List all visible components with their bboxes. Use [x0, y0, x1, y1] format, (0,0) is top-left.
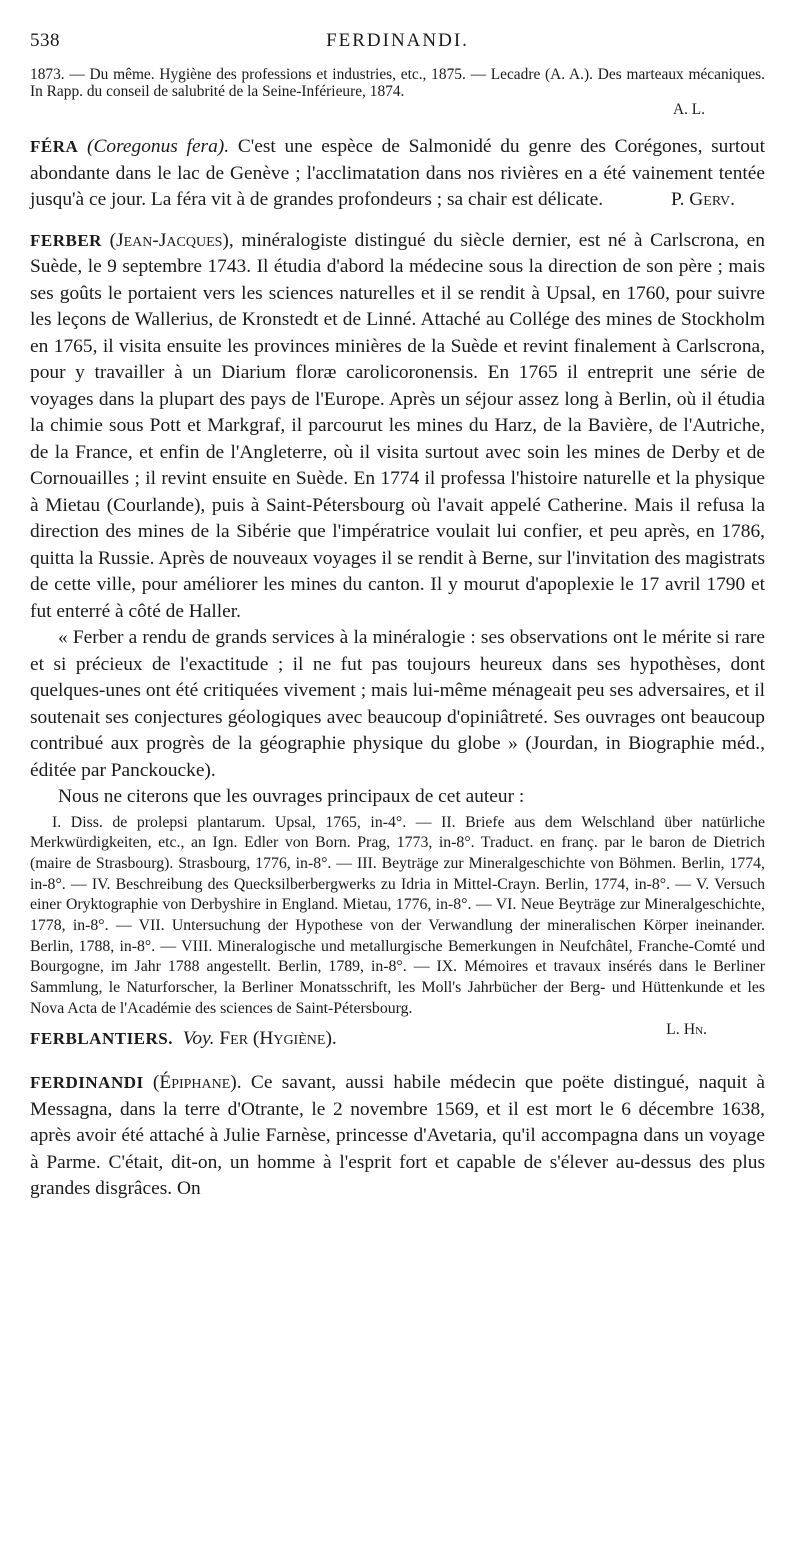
headword: FÉRA: [30, 137, 79, 156]
page: [30, 30, 765, 1203]
entry-fera: [30, 134, 765, 214]
signature: L. Hn.: [666, 1020, 707, 1038]
running-title: FERDINANDI.: [326, 30, 469, 51]
paragraph: Nous ne citerons que les ouvrages principaux de cet auteur :: [58, 786, 525, 807]
entry-text: C'est une espèce de Salmonidé du genre des Corégones, surtout abondante dans le lac de Genève ; l'acclimatation dans nos rivières en a été vainement tentée jusqu'à ce jour. La féra vit à de grandes profondeurs ; sa chair est délicate.: [30, 136, 765, 210]
running-head: [30, 30, 765, 56]
entry-ferdinandi: [30, 1070, 765, 1203]
headword: FERBER: [30, 230, 102, 250]
entry-text: Ce savant, aussi habile médecin que poëte distingué, naquit à Messagna, dans la terre d'Otrante, le 2 novembre 1569, et il est mort le 6 décembre 1638, après avoir été attaché à Julie Farnèse, princesse d'Avetaria, qu'il accompagna dans un voyage à Parme. C'était, dit-on, un homme à l'esprit fort et capable de s'élever au-dessus des plus grandes disgrâces. On: [30, 1072, 765, 1200]
cross-reference[interactable]: Fer (Hygiène).: [219, 1027, 337, 1049]
bibliography-text: 1873. — Du même. Hygiène des professions et industries, etc., 1875. — Lecadre (A. A.). Des marteaux mécaniques. In Rapp. du conseil de salubrité de la Seine-Inférieure, 1874.: [30, 66, 765, 100]
entry-ferblantiers: [30, 1026, 765, 1053]
headword: FERDINANDI: [30, 1073, 144, 1093]
latin-name: (Coregonus fera).: [87, 136, 230, 157]
signature: A. L.: [672, 101, 705, 118]
bibliography-continuation: [30, 66, 765, 120]
paragraph: « Ferber a rendu de grands services à la minéralogie : ses observations ont le mérite si rare et si précieux de l'exactitude ; il ne fut pas toujours heureux dans ses hypothèses, dont quelques-unes ont été critiquées vivement ; mais lui-même ménageait peu ses adversaires, et il soutenait ses conjectures géologiques avec beaucoup d'opiniâtreté. Ses ouvrages ont beaucoup contribué aux progrès de la géographie physique du globe » (Jourdan, in Biographie méd., éditée par Panckoucke).: [30, 627, 765, 781]
headword: FERBLANTIERS.: [30, 1028, 174, 1048]
signature: P. Gerv.: [670, 189, 735, 210]
paragraph: minéralogiste distingué du siècle dernier, est né à Carlscrona, en Suède, le 9 septembre 1743. Il étudia d'abord la médecine sous la direction de son père ; mais ses goûts le portaient vers les sciences naturelles et il se rendit à Upsal, en 1760, pour suivre les leçons de Wallerius, de Kronstedt et de Linné. Attaché au Collége des mines de Stockholm en 1765, il visita ensuite les provinces minières de la Suède et revint finalement à Carlscrona, pour y travailler à un Diarium floræ carolicoronensis. En 1765 il entreprit une série de voyages dans la plupart des pays de l'Europe. Après un séjour assez long à Berlin, où il étudia la chimie sous Pott et Markgraf, il parcourut les mines du Harz, de la Bavière, de l'Autriche, de la France, et enfin de l'Angleterre, où il visita surtout avec soin les mines de Derby et de Cornouailles ; il revint ensuite en Suède. En 1774 il professa l'histoire naturelle et la physique à Mietau (Courlande), puis à Saint-Pétersbourg où l'avait appelé Catherine. Mais il refusa la direction des mines de la Sibérie que l'impératrice voulait lui confier, et peu après, en 1786, quitta la Russie. Après de nouveaux voyages il se rendit à Berne, sur l'invitation des magistrats de cette ville, pour améliorer les mines du canton. Il y mourut d'apoplexie le 17 avril 1790 et fut enterré à côté de Haller.: [30, 229, 765, 622]
person-name: (Jean-Jacques),: [109, 229, 234, 251]
person-name: (Épiphane).: [152, 1072, 242, 1094]
works-text: I. Diss. de prolepsi plantarum. Upsal, 1765, in-4°. — II. Briefe aus dem Welschland über natürliche Merkwürdigkeiten, etc., an Ign. Edler von Born. Prag, 1773, in-8°. Traduct. en franç. par le baron de Dietrich (maire de Strasbourg). Strasbourg, 1776, in-8°. — III. Beyträge zur Mineralgeschichte von Böhmen. Berlin, 1774, in-8°. — IV. Beschreibung des Quecksilberbergwerks zu Idria in Mittel-Crayn. Berlin, 1774, in-8°. — V. Versuch einer Oryktographie von Derbyshire in England. Mietau, 1776, in-8°. — VI. Neue Beyträge zur Mineralgeschichte, 1778, in-8°. — VII. Untersuchung der Hypothese von der Verwandlung der mineralischen Körper ineinander. Berlin, 1788, in-8°. — VIII. Mineralogische und metallurgische Bemerkungen in Neufchâtel, Franche-Comté und Bourgogne, im Jahr 1788 angestellt. Berlin, 1789, in-8°. — IX. Mémoires et travaux insérés dans le Berliner Sammlung, le Naturforscher, la Berliner Monatsschrift, les Moll's Jahrbücher der Berg- und Hüttenkunde et les Nova Acta de l'Académie des sciences de Saint-Pétersbourg.: [30, 813, 765, 1017]
page-number: 538: [30, 30, 60, 51]
see-also-label: Voy.: [182, 1027, 215, 1049]
